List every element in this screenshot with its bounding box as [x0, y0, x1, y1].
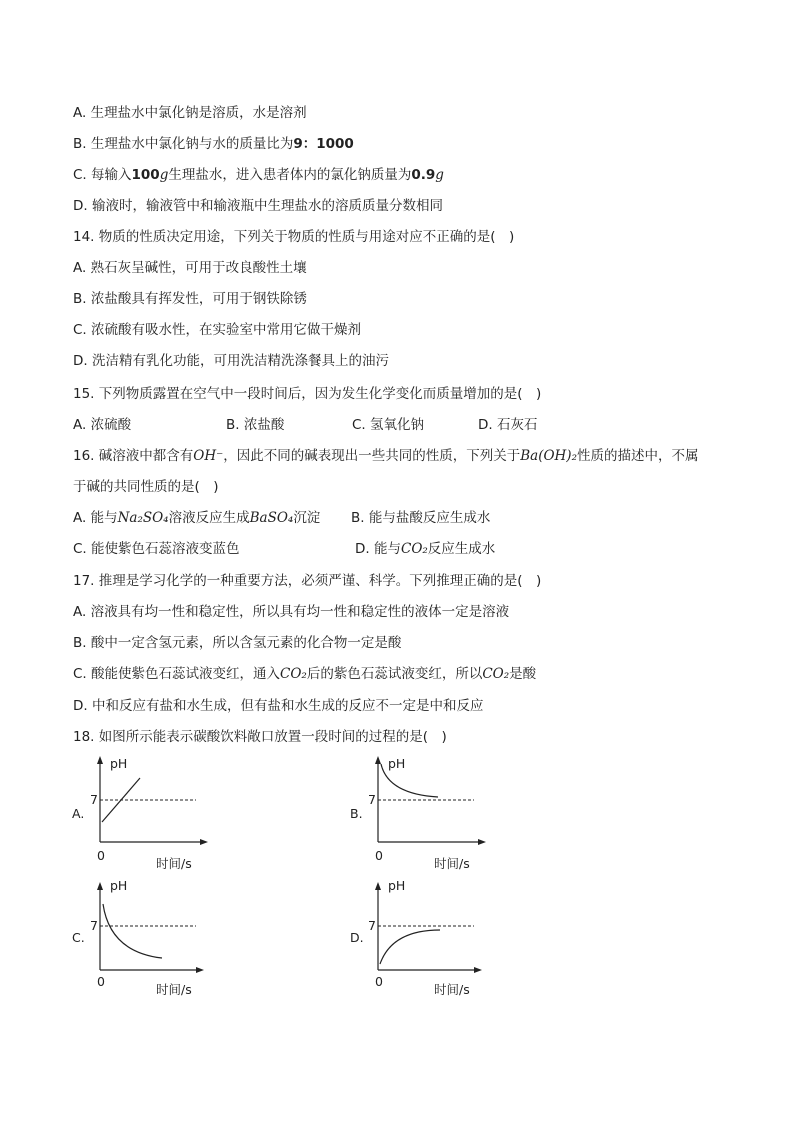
- x-axis-label: 时间/s: [434, 982, 470, 997]
- graph-letter: B.: [350, 806, 363, 821]
- graph-letter: A.: [72, 806, 85, 821]
- q17-option-b: B. 酸中一定含氢元素，所以含氢元素的化合物一定是酸: [73, 635, 402, 651]
- graph-letter: D.: [350, 930, 364, 945]
- graph-plot: [70, 752, 270, 872]
- graph-plot: [348, 876, 548, 996]
- q14-option-c: C. 浓硫酸有吸水性，在实验室中常用它做干燥剂: [73, 322, 362, 338]
- ref-tick-label: 7: [90, 792, 98, 807]
- x-axis-label: 时间/s: [156, 856, 192, 871]
- q15-option-a: A. 浓硫酸: [73, 417, 132, 433]
- graph-c: [70, 876, 270, 996]
- graph-letter: C.: [72, 930, 85, 945]
- q14-option-d: D. 洗洁精有乳化功能，可用洗洁精洗涤餐具上的油污: [73, 353, 389, 369]
- q14-option-a: A. 熟石灰呈碱性，可用于改良酸性土壤: [73, 260, 307, 276]
- origin-label: 0: [375, 848, 383, 863]
- q13-option-a: A. 生理盐水中氯化钠是溶质，水是溶剂: [73, 105, 307, 121]
- q13-option-c: C. 每输入100g生理盐水，进入患者体内的氯化钠质量为0.9g: [73, 167, 444, 183]
- q16-option-c: C. 能使紫色石蕊溶液变蓝色: [73, 541, 240, 557]
- ph-curve: [103, 904, 162, 958]
- x-axis-label: 时间/s: [156, 982, 192, 997]
- q15-option-b: B. 浓盐酸: [226, 417, 285, 433]
- y-axis-label: pH: [110, 756, 128, 771]
- origin-label: 0: [97, 848, 105, 863]
- q17-stem: 17. 推理是学习化学的一种重要方法，必须严谨、科学。下列推理正确的是( ): [73, 573, 542, 589]
- q13-option-b: B. 生理盐水中氯化钠与水的质量比为9：1000: [73, 136, 354, 152]
- ph-curve: [381, 764, 438, 797]
- q16-option-a: A. 能与Na₂SO₄溶液反应生成BaSO₄沉淀: [73, 510, 321, 526]
- q14-option-b: B. 浓盐酸具有挥发性，可用于钢铁除锈: [73, 291, 307, 307]
- origin-label: 0: [375, 974, 383, 989]
- q15-stem: 15. 下列物质露置在空气中一段时间后，因为发生化学变化而质量增加的是( ): [73, 386, 542, 402]
- ref-tick-label: 7: [368, 918, 376, 933]
- q14-stem: 14. 物质的性质决定用途，下列关于物质的性质与用途对应不正确的是( ): [73, 229, 515, 245]
- graph-b: [348, 752, 548, 872]
- graph-d: [348, 876, 548, 996]
- q17-option-d: D. 中和反应有盐和水生成，但有盐和水生成的反应不一定是中和反应: [73, 698, 484, 714]
- q18-stem: 18. 如图所示能表示碳酸饮料敞口放置一段时间的过程的是( ): [73, 729, 447, 745]
- q16-stem: 16. 碱溶液中都含有OH⁻，因此不同的碱表现出一些共同的性质，下列关于Ba(OH)₂性质的描述中，不属: [73, 448, 699, 464]
- y-axis-label: pH: [388, 878, 406, 893]
- q17-option-a: A. 溶液具有均一性和稳定性，所以具有均一性和稳定性的液体一定是溶液: [73, 604, 510, 620]
- y-axis-label: pH: [110, 878, 128, 893]
- q16-option-b: B. 能与盐酸反应生成水: [351, 510, 491, 526]
- q17-option-c: C. 酸能使紫色石蕊试液变红，通入CO₂后的紫色石蕊试液变红，所以CO₂是酸: [73, 666, 537, 682]
- q16-option-d: D. 能与CO₂反应生成水: [355, 541, 496, 557]
- q13-option-d: D. 输液时，输液管中和输液瓶中生理盐水的溶质质量分数相同: [73, 198, 443, 214]
- ref-tick-label: 7: [368, 792, 376, 807]
- q15-option-d: D. 石灰石: [478, 417, 538, 433]
- y-axis-label: pH: [388, 756, 406, 771]
- graph-a: [70, 752, 270, 872]
- ph-curve: [380, 930, 440, 964]
- x-axis-label: 时间/s: [434, 856, 470, 871]
- q16-stem-line2: 于碱的共同性质的是( ): [73, 479, 219, 495]
- q15-option-c: C. 氢氧化钠: [352, 417, 425, 433]
- origin-label: 0: [97, 974, 105, 989]
- graph-plot: [348, 752, 548, 872]
- graph-plot: [70, 876, 270, 996]
- ref-tick-label: 7: [90, 918, 98, 933]
